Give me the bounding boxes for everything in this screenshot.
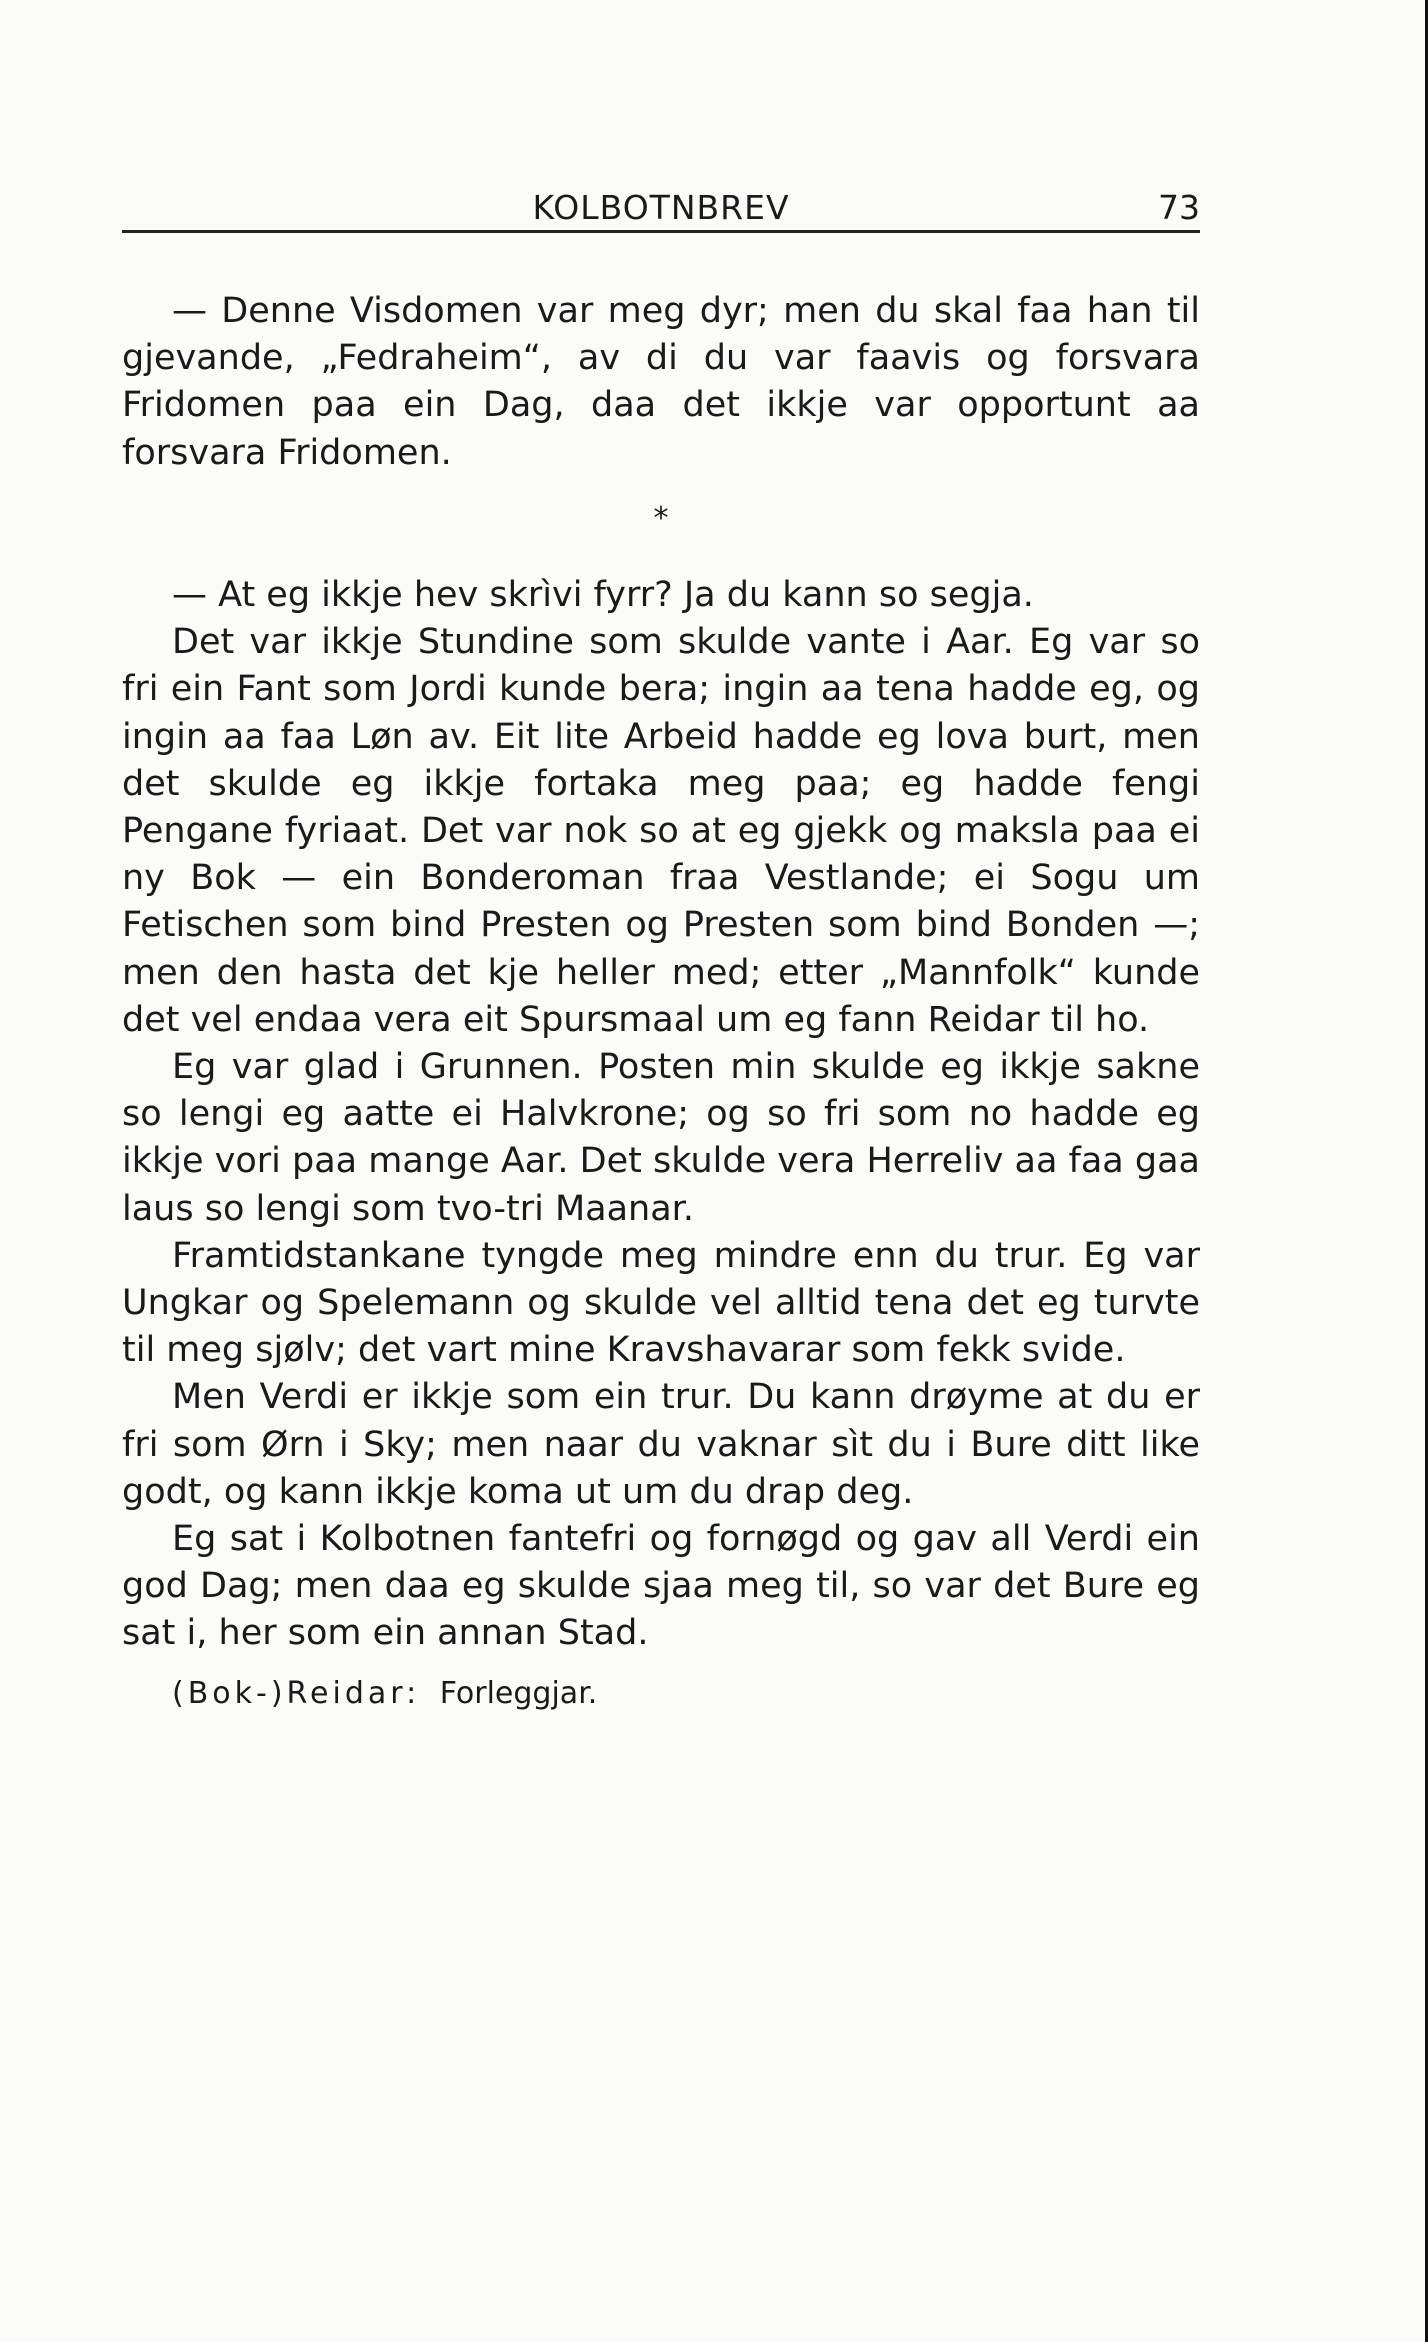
section-separator: * bbox=[653, 500, 669, 536]
paragraph: Eg sat i Kolbotnen fantefri og fornøgd og gav all Verdi ein god Dag; men daa eg skulde sjaa meg til, so var det Bure eg sat i, her som ein annan Stad. bbox=[122, 1519, 1200, 1654]
paragraph: — At eg ikkje hev skrìvi fyrr? Ja du kann so segja. bbox=[172, 575, 1034, 616]
paragraph: Framtidstankane tyngde meg mindre enn du trur. Eg var Ungkar og Spelemann og skulde vel alltid tena det eg turvte til meg sjølv; det vart mine Kravshavarar som fekk svide. bbox=[122, 1235, 1200, 1371]
running-title: KOLBOTNBREV bbox=[532, 188, 790, 227]
paragraph: — Denne Visdomen var meg dyr; men du skal faa han til gjevande, „Fedraheim“, av di du var faavis og forsvara Fridomen paa ein Dag, daa det ikkje var opportunt aa forsvara Fridomen. bbox=[122, 291, 1200, 473]
paragraph: Det var ikkje Stundine som skulde vante i Aar. Eg var so fri ein Fant som Jordi kunde bera; ingin aa tena hadde eg, og ingin aa faa Løn av. Eit lite Arbeid hadde eg lova burt, men det skulde eg ikkje fortaka meg paa; eg hadde fengi Pengane fyriaat. Det var nok so at eg gjekk og maksla paa ei ny Bok — ein Bonderoman fraa Vestlande; ei Sogu um Fetischen som bind Presten og Presten som bind Bonden —; men den hasta det kje heller med; etter „Mannfolk“ kunde det vel endaa vera eit Spursmaal um eg fann Reidar til ho. bbox=[122, 622, 1200, 1040]
paragraph: Men Verdi er ikkje som ein trur. Du kann drøyme at du er fri som Ørn i Sky; men naar du vaknar sìt du i Bure ditt like godt, og kann ikkje koma ut um du drap deg. bbox=[122, 1377, 1200, 1512]
body-text bbox=[122, 288, 1200, 1717]
page-number: 73 bbox=[1158, 188, 1200, 227]
page-header bbox=[122, 184, 1200, 233]
signature-name: (Bok-)Reidar: bbox=[172, 1675, 421, 1711]
signature bbox=[172, 1670, 1200, 1717]
paragraph: Eg var glad i Grunnen. Posten min skulde eg ikkje sakne so lengi eg aatte ei Halvkrone; og so fri som no hadde eg ikkje vori paa mange Aar. Det skulde vera Herreliv aa faa gaa laus so lengi som tvo-tri Maanar. bbox=[122, 1047, 1200, 1229]
signature-role: Forleggjar. bbox=[439, 1675, 598, 1711]
